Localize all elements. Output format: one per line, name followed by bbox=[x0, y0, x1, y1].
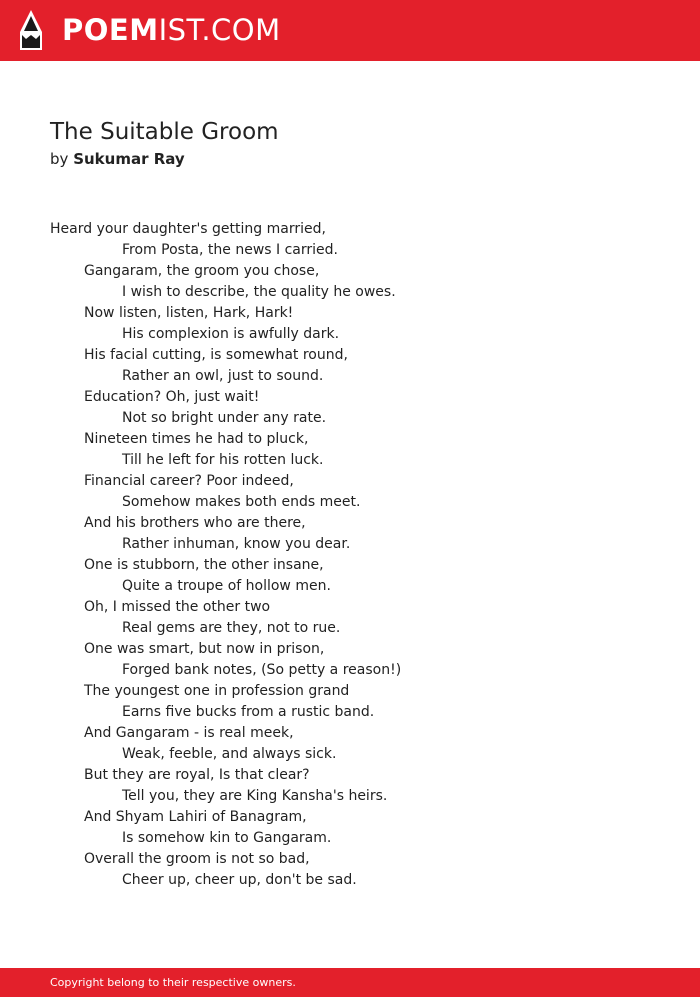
poem-line: And Gangaram - is real meek, bbox=[84, 725, 294, 741]
poem-byline bbox=[50, 149, 185, 169]
poem-line: Somehow makes both ends meet. bbox=[122, 494, 361, 510]
poem-line: Cheer up, cheer up, don't be sad. bbox=[122, 872, 357, 888]
poem-author: Sukumar Ray bbox=[73, 150, 185, 168]
poem-line: Till he left for his rotten luck. bbox=[122, 452, 324, 468]
pencil-logo-icon[interactable] bbox=[18, 9, 44, 51]
poem-line: From Posta, the news I carried. bbox=[122, 242, 338, 258]
poem-line: But they are royal, Is that clear? bbox=[84, 767, 310, 783]
site-footer bbox=[0, 968, 700, 997]
poem-line: Real gems are they, not to rue. bbox=[122, 620, 341, 636]
poem-line: Heard your daughter's getting married, bbox=[50, 221, 326, 237]
poem-line: Tell you, they are King Kansha's heirs. bbox=[122, 788, 388, 804]
site-header bbox=[0, 0, 700, 61]
copyright-text: Copyright belong to their respective owners. bbox=[50, 976, 296, 989]
poem-line: Education? Oh, just wait! bbox=[84, 389, 260, 405]
poem-line: Not so bright under any rate. bbox=[122, 410, 327, 426]
by-label: by bbox=[50, 150, 69, 168]
poem-title: The Suitable Groom bbox=[50, 119, 279, 145]
poem-line: Is somehow kin to Gangaram. bbox=[122, 830, 332, 846]
logo-text-light: IST.COM bbox=[158, 13, 281, 47]
poem-line: Now listen, listen, Hark, Hark! bbox=[84, 305, 294, 321]
poem-line: Nineteen times he had to pluck, bbox=[84, 431, 309, 447]
poem-line: And Shyam Lahiri of Banagram, bbox=[84, 809, 307, 825]
poem-line: Rather inhuman, know you dear. bbox=[122, 536, 351, 552]
poem-line: One is stubborn, the other insane, bbox=[84, 557, 324, 573]
poem-line: Gangaram, the groom you chose, bbox=[84, 263, 320, 279]
poem-line: One was smart, but now in prison, bbox=[84, 641, 325, 657]
poem-line: The youngest one in profession grand bbox=[84, 683, 350, 699]
poem-line: Forged bank notes, (So petty a reason!) bbox=[122, 662, 402, 678]
poem-line: Oh, I missed the other two bbox=[84, 599, 271, 615]
poem-line: Quite a troupe of hollow men. bbox=[122, 578, 331, 594]
poem-body bbox=[50, 219, 670, 891]
poem-line: I wish to describe, the quality he owes. bbox=[122, 284, 396, 300]
poem-line: And his brothers who are there, bbox=[84, 515, 306, 531]
poem-line: Rather an owl, just to sound. bbox=[122, 368, 324, 384]
poem-line: His facial cutting, is somewhat round, bbox=[84, 347, 348, 363]
poem-line: Weak, feeble, and always sick. bbox=[122, 746, 337, 762]
site-logo[interactable] bbox=[62, 12, 281, 48]
poem-line: Financial career? Poor indeed, bbox=[84, 473, 294, 489]
poem-line: His complexion is awfully dark. bbox=[122, 326, 340, 342]
poem-line: Overall the groom is not so bad, bbox=[84, 851, 310, 867]
logo-text-strong: POEM bbox=[62, 13, 159, 47]
poem-line: Earns five bucks from a rustic band. bbox=[122, 704, 375, 720]
